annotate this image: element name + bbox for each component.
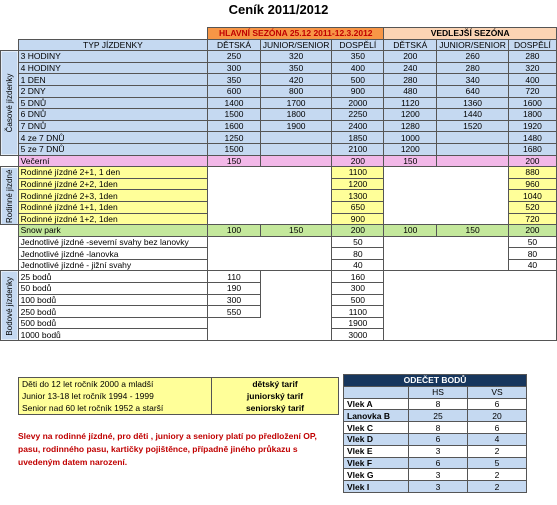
main-season-header: HLAVNÍ SEZÓNA 25.12 2011-12.3.2012 [208,28,384,40]
price-cell: 250 [208,51,261,63]
deduction-row [344,445,527,457]
price-cell [437,294,509,306]
price-cell [384,201,437,213]
ticket-type-label: Jednotlivé jízdné - jižní svahy [18,259,208,271]
price-row [1,62,557,74]
price-cell [260,201,332,213]
price-cell [208,167,261,179]
ticket-type-label: Rodinné jízdné 1+1, 1den [18,201,208,213]
price-cell [260,329,332,341]
price-cell: 240 [384,62,437,74]
price-cell [208,259,261,271]
vs-adult-header: DOSPĚLÍ [508,39,556,51]
price-cell [208,213,261,225]
price-row [1,271,557,283]
price-cell [508,271,556,283]
lift-label: Vlek D [344,433,409,445]
price-cell [260,132,332,144]
price-row [1,329,557,341]
group-spacer [1,248,19,260]
price-cell: 200 [384,51,437,63]
price-cell: 1440 [437,109,509,121]
price-cell: 1100 [332,167,384,179]
price-cell: 640 [437,85,509,97]
price-cell [260,317,332,329]
vs-child-header: DĚTSKÁ [384,39,437,51]
hs-points: 3 [409,445,468,457]
ticket-type-label: 5 ze 7 DNŮ [18,143,208,155]
price-cell [260,178,332,190]
price-cell: 880 [508,167,556,179]
price-cell: 350 [260,62,332,74]
price-cell: 650 [332,201,384,213]
price-cell: 1200 [384,109,437,121]
deduction-row [344,457,527,469]
price-cell [384,317,437,329]
price-cell [437,248,509,260]
tariff-name: juniorský tarif [212,390,339,402]
vs-points: 20 [468,410,527,422]
price-cell [208,317,261,329]
price-cell: 400 [332,62,384,74]
price-cell [437,143,509,155]
group-spacer [1,236,19,248]
price-row [1,259,557,271]
tariff-desc: Senior nad 60 let ročník 1952 a starší [19,402,212,415]
deduction-corner [344,386,409,398]
ticket-type-label: 6 DNŮ [18,109,208,121]
ticket-type-label: 5 DNŮ [18,97,208,109]
price-row [1,51,557,63]
price-cell: 1900 [260,120,332,132]
ticket-type-label: 2 DNY [18,85,208,97]
price-cell [384,271,437,283]
price-cell [437,201,509,213]
price-cell: 1250 [208,132,261,144]
price-cell [437,132,509,144]
price-row [1,97,557,109]
price-cell [508,329,556,341]
ticket-type-label: 250 bodů [18,306,208,318]
tariff-table [18,377,339,415]
price-cell: 80 [508,248,556,260]
deduction-row [344,433,527,445]
price-cell [260,259,332,271]
price-cell: 720 [508,213,556,225]
deduction-vs-header: VS [468,386,527,398]
price-cell [260,271,332,283]
price-cell [260,155,332,167]
price-cell [437,236,509,248]
price-cell [208,236,261,248]
price-cell: 190 [208,283,261,295]
price-cell: 520 [508,201,556,213]
price-cell: 1700 [260,97,332,109]
ticket-type-label: 50 bodů [18,283,208,295]
price-cell: 480 [384,85,437,97]
group-spacer [1,155,19,167]
price-row [1,225,557,237]
ticket-type-label: Rodinné jízdné 2+1, 1 den [18,167,208,179]
off-season-header: VEDLEJŠÍ SEZÓNA [384,28,557,40]
time-tickets-group: Časové jízdenky [1,51,19,155]
price-cell: 320 [260,51,332,63]
hs-points: 3 [409,469,468,481]
price-cell [208,329,261,341]
price-cell [260,283,332,295]
price-cell: 1600 [208,120,261,132]
price-row [1,155,557,167]
hs-junior-header: JUNIOR/SENIOR [260,39,332,51]
price-cell: 150 [384,155,437,167]
price-row [1,317,557,329]
deduction-row [344,481,527,493]
price-cell: 2000 [332,97,384,109]
price-cell: 800 [260,85,332,97]
ticket-type-header: TYP JÍZDENKY [18,39,208,51]
price-cell: 1400 [208,97,261,109]
hs-points: 6 [409,457,468,469]
price-cell [384,259,437,271]
vs-junior-header: JUNIOR/SENIOR [437,39,509,51]
price-cell [384,167,437,179]
ticket-type-label: 1000 bodů [18,329,208,341]
tariff-row [19,402,339,415]
price-row [1,190,557,202]
ticket-type-label: 25 bodů [18,271,208,283]
price-cell: 300 [332,283,384,295]
price-cell: 1000 [384,132,437,144]
price-cell: 200 [508,225,556,237]
price-row [1,213,557,225]
price-cell: 2250 [332,109,384,121]
price-row [1,167,557,179]
price-cell [208,178,261,190]
price-cell: 1040 [508,190,556,202]
hs-points: 3 [409,481,468,493]
price-cell [260,213,332,225]
price-cell: 50 [332,236,384,248]
hs-points: 8 [409,422,468,434]
price-row [1,74,557,86]
price-cell: 1600 [508,97,556,109]
vs-points: 2 [468,469,527,481]
price-cell: 1280 [384,120,437,132]
page-title: Ceník 2011/2012 [228,2,329,17]
price-cell: 900 [332,213,384,225]
price-cell [260,190,332,202]
price-cell [384,190,437,202]
ticket-type-label: 100 bodů [18,294,208,306]
price-row [1,236,557,248]
price-cell [437,178,509,190]
price-cell: 160 [332,271,384,283]
price-cell [208,190,261,202]
lift-label: Vlek E [344,445,409,457]
price-cell [384,213,437,225]
deduction-hs-header: HS [409,386,468,398]
price-cell: 100 [208,225,261,237]
price-cell: 350 [332,51,384,63]
lift-label: Vlek F [344,457,409,469]
hs-points: 8 [409,398,468,410]
tariff-desc: Děti do 12 let ročník 2000 a mladší [19,378,212,391]
price-cell: 40 [508,259,556,271]
lift-label: Vlek G [344,469,409,481]
price-row [1,283,557,295]
price-cell: 1680 [508,143,556,155]
ticket-type-label: 500 bodů [18,317,208,329]
vs-points: 2 [468,481,527,493]
price-cell [508,294,556,306]
ticket-type-label: 1 DEN [18,74,208,86]
price-cell: 3000 [332,329,384,341]
ticket-type-label: Rodinné jízdné 2+3, 1den [18,190,208,202]
ticket-type-label: 4 HODINY [18,62,208,74]
price-cell: 550 [208,306,261,318]
price-cell: 1800 [260,109,332,121]
price-cell: 320 [508,62,556,74]
price-cell: 1520 [437,120,509,132]
price-cell: 1200 [332,178,384,190]
price-cell: 80 [332,248,384,260]
tariff-row [19,390,339,402]
tariff-row [19,378,339,391]
price-cell [260,236,332,248]
price-cell [508,283,556,295]
price-cell: 1300 [332,190,384,202]
price-cell: 350 [208,74,261,86]
vs-points: 6 [468,398,527,410]
price-cell [208,248,261,260]
discount-note: Slevy na rodinné jízdné, pro děti , juniory a seniory platí po předložení OP, pasu, rodinného pasu, kartičky pojištěnce, případně jiného průkazu s uvedeným datem narození. [18,431,317,467]
price-cell [384,283,437,295]
price-cell [384,248,437,260]
price-cell: 500 [332,294,384,306]
hs-adult-header: DOSPĚLÍ [332,39,384,51]
ticket-type-label: Večerní [18,155,208,167]
family-tickets-group: Rodinné jízdné [1,167,19,225]
deduction-row [344,422,527,434]
price-cell: 600 [208,85,261,97]
price-cell [260,167,332,179]
price-row [1,306,557,318]
price-cell: 1800 [508,109,556,121]
price-cell: 1850 [332,132,384,144]
price-cell: 200 [332,225,384,237]
tariff-name: seniorský tarif [212,402,339,415]
price-cell: 400 [508,74,556,86]
price-row [1,248,557,260]
price-cell [508,317,556,329]
vs-points: 2 [468,445,527,457]
price-cell [260,143,332,155]
price-cell [208,201,261,213]
price-cell [260,248,332,260]
lift-label: Vlek C [344,422,409,434]
deduction-title: ODEČET BODŮ [344,375,527,387]
price-cell [384,306,437,318]
price-cell: 1360 [437,97,509,109]
lift-label: Vlek I [344,481,409,493]
vs-points: 4 [468,433,527,445]
price-cell: 2100 [332,143,384,155]
price-cell: 1100 [332,306,384,318]
price-cell [384,236,437,248]
ticket-type-label: Rodinné jízdné 2+2, 1den [18,178,208,190]
price-cell: 2400 [332,120,384,132]
price-row [1,201,557,213]
price-cell [437,167,509,179]
price-cell [437,329,509,341]
price-cell: 1120 [384,97,437,109]
price-cell [437,190,509,202]
price-row [1,294,557,306]
price-cell [437,271,509,283]
price-cell [437,283,509,295]
price-cell [437,155,509,167]
price-cell: 1480 [508,132,556,144]
price-cell [437,306,509,318]
group-spacer [1,225,19,237]
price-cell: 260 [437,51,509,63]
deduction-row [344,398,527,410]
price-cell: 280 [384,74,437,86]
ticket-type-label: 7 DNŮ [18,120,208,132]
deduction-row [344,410,527,422]
price-row [1,132,557,144]
price-cell: 900 [332,85,384,97]
price-row [1,85,557,97]
tariff-name: dětský tarif [212,378,339,391]
price-cell [384,294,437,306]
lift-label: Lanovka B [344,410,409,422]
ticket-type-label: 3 HODINY [18,51,208,63]
price-cell: 150 [260,225,332,237]
price-cell [437,259,509,271]
price-cell [508,306,556,318]
price-cell: 1500 [208,109,261,121]
price-cell: 110 [208,271,261,283]
point-deduction-table [343,374,527,493]
price-cell: 960 [508,178,556,190]
price-cell [260,294,332,306]
hs-child-header: DĚTSKÁ [208,39,261,51]
price-cell [384,178,437,190]
price-cell: 1920 [508,120,556,132]
price-table [0,27,557,341]
ticket-type-label: Jednotlivé jízdné -lanovka [18,248,208,260]
price-row [1,120,557,132]
price-cell: 40 [332,259,384,271]
price-cell [437,213,509,225]
price-cell: 340 [437,74,509,86]
price-cell: 100 [384,225,437,237]
vs-points: 6 [468,422,527,434]
price-row [1,143,557,155]
price-cell: 300 [208,294,261,306]
price-cell: 300 [208,62,261,74]
price-cell: 200 [332,155,384,167]
price-cell: 200 [508,155,556,167]
price-cell: 280 [437,62,509,74]
group-spacer [1,259,19,271]
price-cell: 1200 [384,143,437,155]
hs-points: 25 [409,410,468,422]
ticket-type-label: 4 ze 7 DNŮ [18,132,208,144]
hs-points: 6 [409,433,468,445]
ticket-type-label: Jednotlivé jízdné -severní svahy bez lanovky [18,236,208,248]
price-cell [384,329,437,341]
ticket-type-label: Rodinné jízdné 1+2, 1den [18,213,208,225]
price-cell: 280 [508,51,556,63]
price-cell: 420 [260,74,332,86]
price-cell: 150 [437,225,509,237]
price-cell: 150 [208,155,261,167]
price-cell: 50 [508,236,556,248]
price-row [1,109,557,121]
price-cell: 1500 [208,143,261,155]
price-row [1,178,557,190]
point-tickets-group: Bodové jízdenky [1,271,19,341]
price-cell: 500 [332,74,384,86]
price-cell: 720 [508,85,556,97]
lift-label: Vlek A [344,398,409,410]
price-cell [260,306,332,318]
price-cell [437,317,509,329]
ticket-type-label: Snow park [18,225,208,237]
deduction-row [344,469,527,481]
vs-points: 5 [468,457,527,469]
tariff-desc: Junior 13-18 let ročník 1994 - 1999 [19,390,212,402]
price-cell: 1900 [332,317,384,329]
